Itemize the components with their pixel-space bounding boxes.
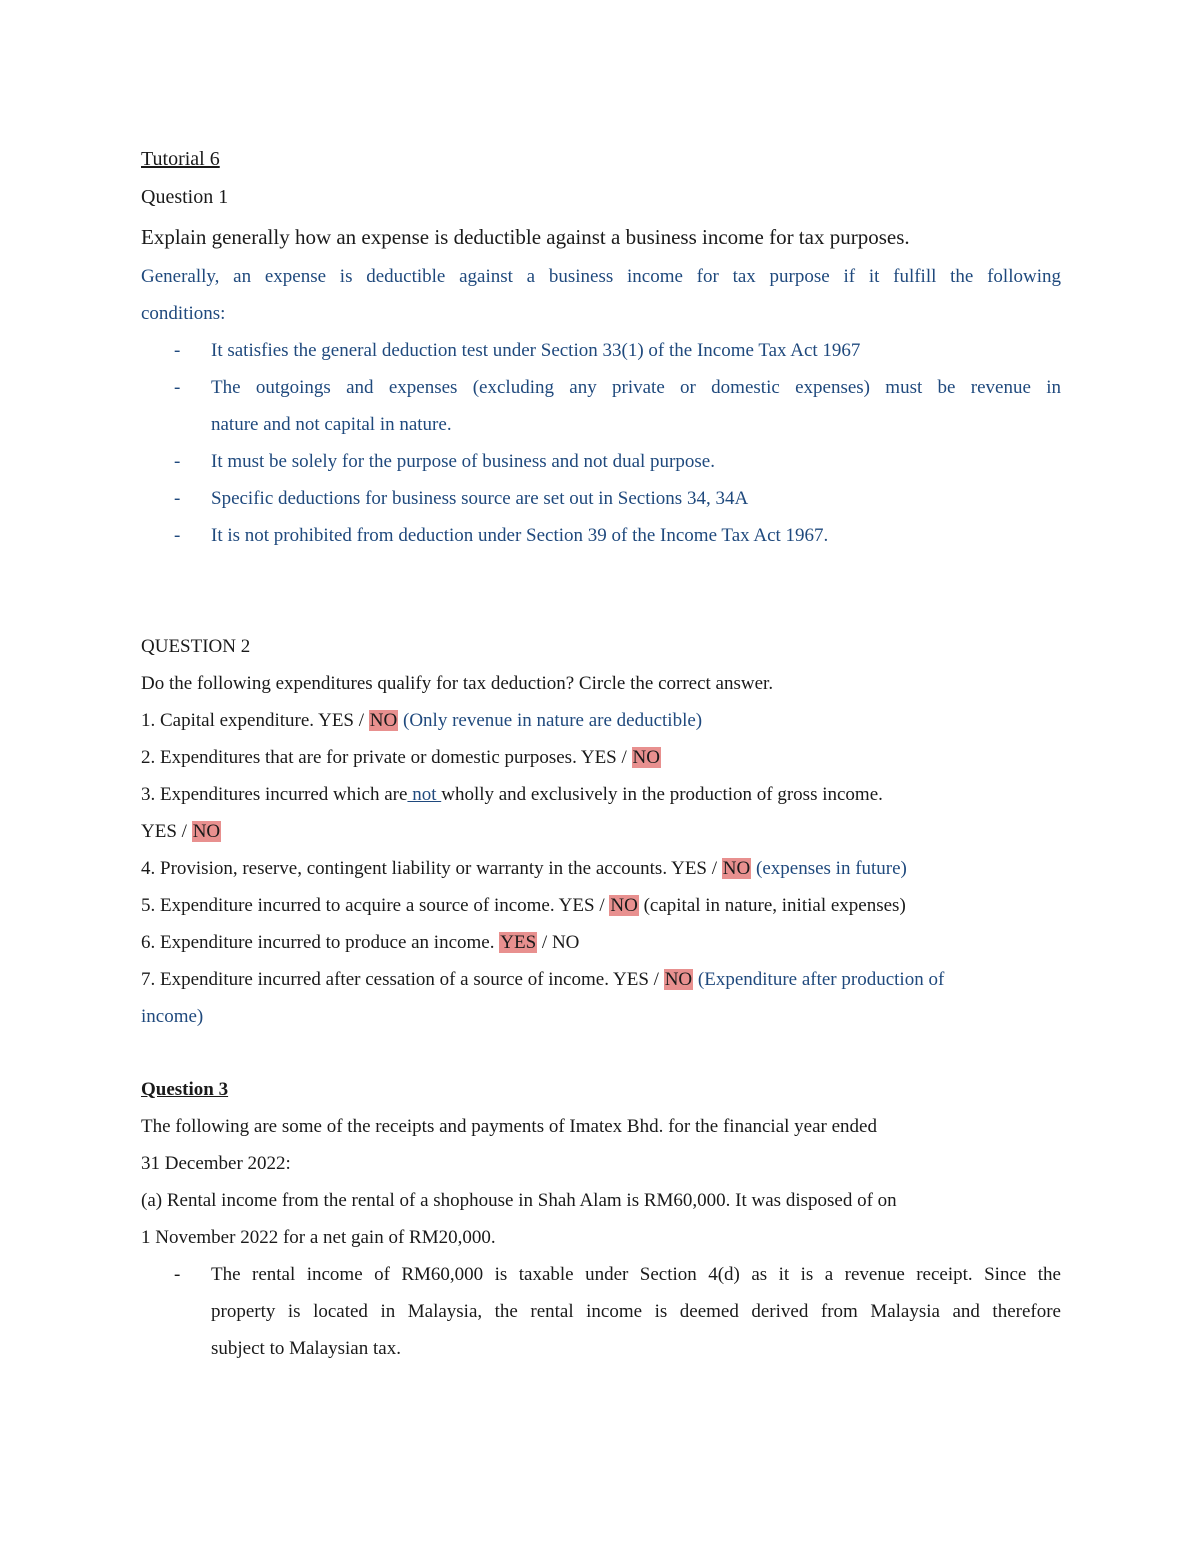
no-option-selected: NO bbox=[369, 710, 398, 731]
item-text: 7. Expenditure incurred after cessation of a source of income. bbox=[141, 969, 613, 990]
no-option-selected: NO bbox=[722, 858, 751, 879]
question-3-heading: Question 3 bbox=[141, 1079, 229, 1100]
option-separator: / bbox=[176, 821, 192, 842]
no-option-selected: NO bbox=[664, 969, 693, 990]
item-text: 6. Expenditure incurred to produce an income. bbox=[141, 932, 500, 953]
bullet-text-cont: subject to Malaysian tax. bbox=[211, 1338, 401, 1359]
q2-item-2 bbox=[141, 739, 1061, 776]
yes-option: YES bbox=[613, 969, 649, 990]
option-separator: / bbox=[537, 932, 552, 953]
bullet-text: It satisfies the general deduction test under Section 33(1) of the Income Tax Act 1967 bbox=[211, 340, 861, 361]
q3-part-a-line1: (a) Rental income from the rental of a shophouse in Shah Alam is RM60,000. It was disposed of on bbox=[141, 1190, 897, 1211]
q2-item-7 bbox=[141, 961, 1061, 998]
question-1-prompt: Explain generally how an expense is deductible against a business income for tax purposes. bbox=[141, 225, 910, 249]
q1-answer-intro-line1: Generally, an expense is deductible against a business income for tax purpose if it fulfill the following bbox=[141, 266, 1061, 287]
bullet-dash: - bbox=[174, 377, 181, 398]
option-separator: / bbox=[707, 858, 722, 879]
tutorial-title: Tutorial 6 bbox=[141, 148, 220, 170]
question-1-heading: Question 1 bbox=[141, 186, 229, 208]
q2-item-6 bbox=[141, 924, 1061, 961]
no-option-selected: NO bbox=[632, 747, 660, 768]
bullet-text: The rental income of RM60,000 is taxable under Section 4(d) as it is a revenue receipt. Since the bbox=[211, 1264, 1061, 1285]
bullet-dash: - bbox=[174, 488, 181, 509]
q2-item-3-options bbox=[141, 813, 1061, 850]
option-separator: / bbox=[354, 710, 369, 731]
item-text-cont: wholly and exclusively in the production of gross income. bbox=[441, 784, 883, 805]
answer-note: (Expenditure after production of bbox=[693, 969, 945, 990]
yes-option: YES bbox=[141, 821, 177, 842]
item-text: 5. Expenditure incurred to acquire a source of income. bbox=[141, 895, 559, 916]
bullet-dash: - bbox=[174, 340, 181, 361]
q1-bullet-5 bbox=[141, 517, 1061, 554]
q1-bullet-3 bbox=[141, 443, 1061, 480]
bullet-text: The outgoings and expenses (excluding any private or domestic expenses) must be revenue in bbox=[211, 377, 1061, 398]
q2-item-1 bbox=[141, 702, 1061, 739]
item-text: 2. Expenditures that are for private or domestic purposes. bbox=[141, 747, 581, 768]
q1-bullet-4 bbox=[141, 480, 1061, 517]
yes-option: YES bbox=[318, 710, 355, 731]
bullet-dash: - bbox=[174, 451, 181, 472]
bullet-text-cont: nature and not capital in nature. bbox=[211, 414, 452, 435]
no-option: NO bbox=[551, 932, 580, 953]
bullet-text: It is not prohibited from deduction under Section 39 of the Income Tax Act 1967. bbox=[211, 525, 829, 546]
q3-intro-line2: 31 December 2022: bbox=[141, 1153, 291, 1174]
not-emphasis: not bbox=[407, 784, 442, 805]
document-page bbox=[141, 140, 1061, 1367]
yes-option: YES bbox=[671, 858, 708, 879]
option-separator: / bbox=[594, 895, 610, 916]
yes-option: YES bbox=[558, 895, 595, 916]
q2-item-4 bbox=[141, 850, 1061, 887]
bullet-text-cont: property is located in Malaysia, the rental income is deemed derived from Malaysia and therefore bbox=[211, 1301, 1061, 1322]
q1-bullet-1 bbox=[141, 332, 1061, 369]
q1-answer-intro-line2: conditions: bbox=[141, 303, 226, 324]
bullet-dash: - bbox=[174, 1264, 181, 1285]
yes-option-selected: YES bbox=[500, 932, 537, 953]
answer-note: (capital in nature, initial expenses) bbox=[638, 895, 906, 916]
q2-item-3 bbox=[141, 776, 1061, 813]
question-2-heading: QUESTION 2 bbox=[141, 636, 251, 657]
option-separator: / bbox=[616, 747, 632, 768]
answer-note: (expenses in future) bbox=[751, 858, 907, 879]
bullet-text: It must be solely for the purpose of business and not dual purpose. bbox=[211, 451, 715, 472]
item-text: 4. Provision, reserve, contingent liability or warranty in the accounts. bbox=[141, 858, 672, 879]
option-separator: / bbox=[648, 969, 664, 990]
yes-option: YES bbox=[580, 747, 617, 768]
q1-bullet-list bbox=[141, 332, 1061, 554]
q2-item-5 bbox=[141, 887, 1061, 924]
bullet-text: Specific deductions for business source are set out in Sections 34, 34A bbox=[211, 488, 749, 509]
q3-part-a-line2: 1 November 2022 for a net gain of RM20,000. bbox=[141, 1227, 496, 1248]
q1-bullet-2 bbox=[141, 369, 1061, 443]
item-text: 3. Expenditures incurred which are bbox=[141, 784, 408, 805]
no-option-selected: NO bbox=[192, 821, 221, 842]
question-2-prompt: Do the following expenditures qualify for tax deduction? Circle the correct answer. bbox=[141, 673, 774, 694]
no-option-selected: NO bbox=[610, 895, 638, 916]
q3-intro-line1: The following are some of the receipts and payments of Imatex Bhd. for the financial year ended bbox=[141, 1116, 877, 1137]
item-text: 1. Capital expenditure. bbox=[141, 710, 319, 731]
q3-answer-bullet bbox=[141, 1256, 1061, 1367]
bullet-dash: - bbox=[174, 525, 181, 546]
answer-note: (Only revenue in nature are deductible) bbox=[398, 710, 703, 731]
q2-item-7-note-cont: income) bbox=[141, 1006, 204, 1027]
